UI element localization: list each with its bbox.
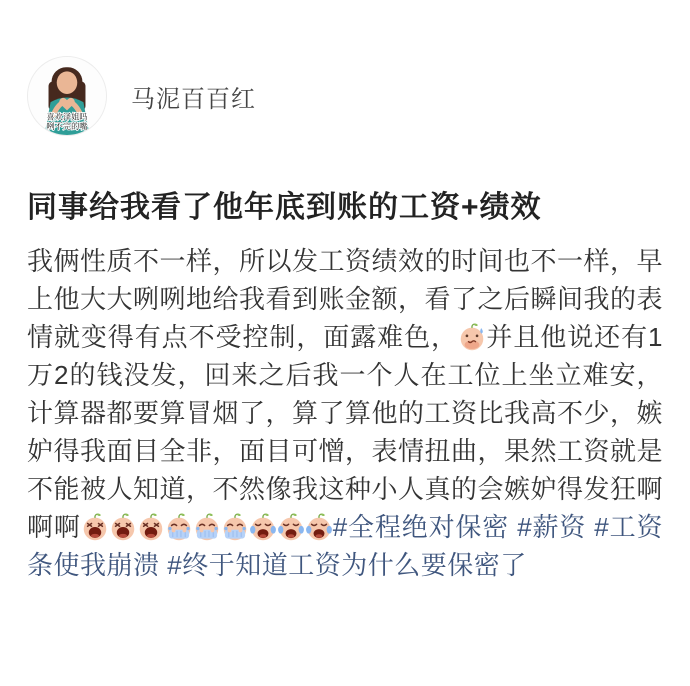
avatar-caption-line2: 咧不完的嘴	[46, 121, 88, 131]
post-title: 同事给我看了他年底到账的工资+绩效	[27, 191, 542, 224]
cry-towel-face-icon	[221, 513, 249, 541]
hashtag-link[interactable]: #工资条使我崩溃	[27, 512, 663, 580]
user-row	[27, 0, 663, 136]
avatar-face	[57, 71, 78, 94]
post-content: 我俩性质不一样，所以发工资绩效的时间也不一样，早上他大大咧咧地给我看到账金额，看了之后瞬间我的表情就变得有点不受控制，面露难色， 并且他说还有1万2的钱没发，回来之后我一个人在工位上坐立难安，计算器都要算冒烟了，算了算他的工资比我高不少，嫉妒得我面目全非，面目可憎，表情扭曲，果然工资就是不能被人知道，不然像我这种小人真的会嫉妒得发狂啊啊啊 #全程绝对保密 #薪资 #工资条使我崩溃 #终于知道工资为什么要保密了	[27, 246, 664, 580]
cry-towel-face-icon	[193, 513, 221, 541]
hashtag-link[interactable]: #全程绝对保密	[332, 512, 510, 542]
scream-face-icon	[137, 513, 165, 541]
avatar-caption-line1: 喜欢泽姐吗	[46, 112, 88, 122]
sob-face-icon	[249, 513, 277, 541]
hashtag-link[interactable]: #终于知道工资为什么要保密了	[167, 550, 527, 580]
bitter-sweat-face-icon	[458, 323, 486, 351]
username[interactable]: 马泥百百红	[131, 85, 256, 113]
sob-face-icon	[305, 513, 333, 541]
hashtag-link[interactable]: #薪资	[517, 512, 587, 542]
user-avatar[interactable]	[27, 56, 107, 136]
avatar-image	[28, 57, 106, 135]
cry-towel-face-icon	[165, 513, 193, 541]
scream-face-icon	[109, 513, 137, 541]
scream-face-icon	[81, 513, 109, 541]
sob-face-icon	[277, 513, 305, 541]
